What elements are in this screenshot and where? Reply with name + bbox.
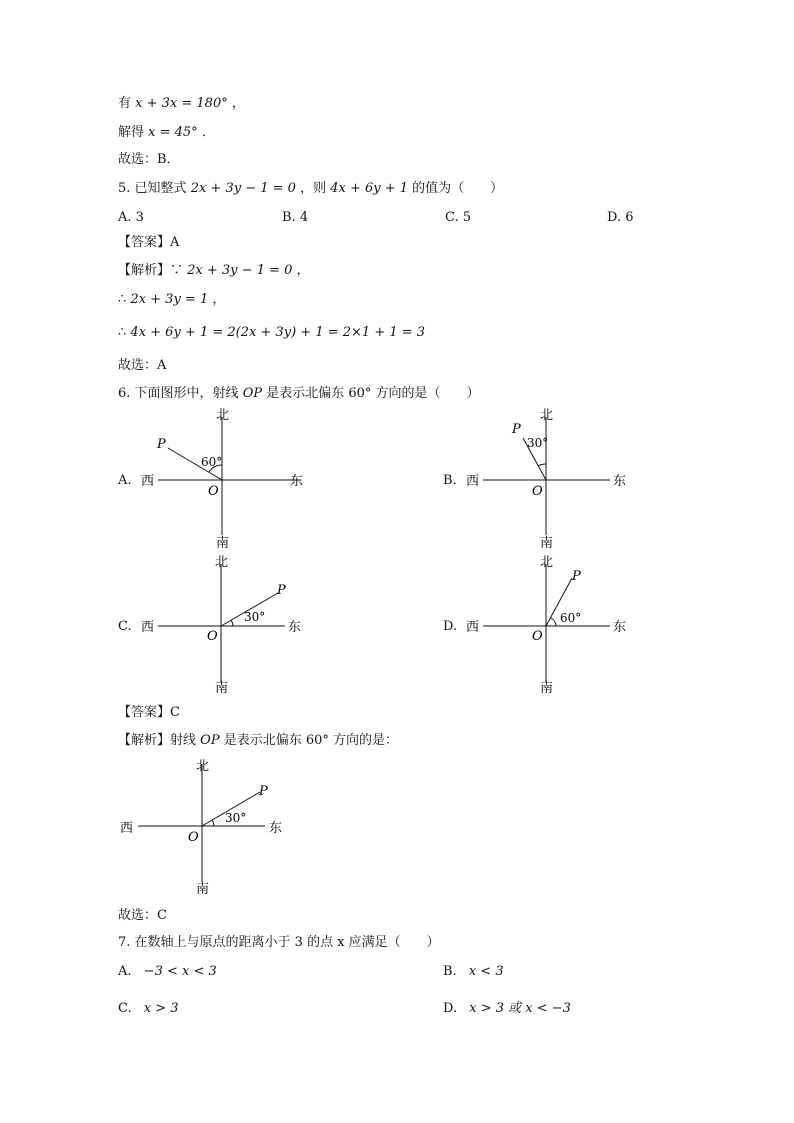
q5-step-2 xyxy=(118,291,225,309)
ray-name: OP xyxy=(242,386,263,401)
q5-step-3 xyxy=(118,324,425,342)
north-label: 北 xyxy=(540,408,554,423)
therefore-symbol: ∴ xyxy=(118,325,127,340)
q7-option-c xyxy=(118,1000,179,1018)
east-label: 东 xyxy=(613,474,627,489)
q6-option-d-letter: D. xyxy=(443,619,458,634)
text: ， xyxy=(231,96,245,111)
point-label: P xyxy=(277,583,286,598)
option-letter: D. xyxy=(443,1001,458,1016)
q7-option-b xyxy=(443,963,504,981)
compass-diagram-c xyxy=(130,552,320,697)
q7-stem: 7. 在数轴上与原点的距离小于 3 的点 x 应满足（ ） xyxy=(118,935,440,950)
point-label: P xyxy=(259,784,268,799)
south-label: 南 xyxy=(215,681,229,696)
q6-option-b-letter: B. xyxy=(443,473,457,488)
east-label: 东 xyxy=(613,620,627,635)
south-label: 南 xyxy=(540,681,554,696)
text: 是表示北偏东 60° 方向的是： xyxy=(223,733,399,748)
north-label: 北 xyxy=(215,555,229,570)
expression: 4x + 6y + 1 xyxy=(330,181,409,196)
east-label: 东 xyxy=(290,474,304,489)
text: ，则 xyxy=(300,181,327,196)
equation: 2x + 3y − 1 = 0 xyxy=(190,181,296,196)
choice-line: 故选：B． xyxy=(118,152,180,167)
text: 6. 下面图形中，射线 xyxy=(118,386,239,401)
west-label: 西 xyxy=(141,620,155,635)
compass-diagram-analysis xyxy=(110,752,300,897)
inequality: −3 < x < 3 xyxy=(143,964,217,979)
solution-line-2 xyxy=(118,124,215,142)
inequality: x > 3 或 x < −3 xyxy=(469,1001,571,1016)
origin-label: O xyxy=(207,629,218,644)
north-label: 北 xyxy=(196,759,210,774)
q6-analysis xyxy=(118,732,398,750)
origin-label: O xyxy=(208,484,219,499)
south-label: 南 xyxy=(540,536,554,550)
equation: 2x + 3y − 1 = 0 xyxy=(187,263,293,278)
east-label: 东 xyxy=(288,620,302,635)
west-label: 西 xyxy=(466,474,480,489)
compass-diagram-d xyxy=(455,552,645,697)
q5-answer: 【答案】A xyxy=(118,235,180,250)
origin-label: O xyxy=(188,830,199,845)
origin-label: O xyxy=(532,484,543,499)
text: ， xyxy=(212,292,226,307)
angle-label: 30° xyxy=(527,436,549,450)
q6-choice: 故选：C xyxy=(118,908,167,923)
q5-option-d: D. 6 xyxy=(607,210,634,225)
ray-name: OP xyxy=(200,733,220,748)
q5-analysis xyxy=(118,262,310,280)
q7-option-d xyxy=(443,1000,571,1018)
inequality: x < 3 xyxy=(468,964,504,979)
q6-option-a-letter: A. xyxy=(118,473,132,488)
west-label: 西 xyxy=(120,821,134,836)
option-letter: C. xyxy=(118,1001,132,1016)
option-letter: A. xyxy=(118,964,132,979)
text: 是表示北偏东 60° 方向的是（ ） xyxy=(266,386,480,401)
compass-diagram-b xyxy=(455,405,645,550)
point-label: P xyxy=(572,569,581,584)
point-label: P xyxy=(157,437,166,452)
option-letter: B. xyxy=(443,964,457,979)
angle-label: 30° xyxy=(244,610,266,624)
q7-option-a xyxy=(118,963,217,981)
therefore-symbol: ∴ xyxy=(118,292,127,307)
text: 【解析】∵ xyxy=(118,263,184,278)
south-label: 南 xyxy=(196,882,210,897)
equation: x = 45° xyxy=(148,125,198,140)
angle-label: 60° xyxy=(560,611,582,625)
text: 解得 xyxy=(118,125,145,140)
equation: x + 3x = 180° xyxy=(135,96,228,111)
equation: 2x + 3y = 1 xyxy=(130,292,209,307)
q6-option-c-letter: C. xyxy=(118,619,132,634)
q5-option-b: B. 4 xyxy=(282,210,309,225)
angle-label: 60° xyxy=(201,455,223,469)
text: ， xyxy=(296,263,310,278)
north-label: 北 xyxy=(216,408,230,423)
solution-line-1 xyxy=(118,95,245,113)
text: 的值为（ ） xyxy=(412,181,504,196)
equation: 4x + 6y + 1 = 2(2x + 3y) + 1 = 2×1 + 1 = 3 xyxy=(130,325,426,340)
q6-answer: 【答案】C xyxy=(118,705,180,720)
text: 5. 已知整式 xyxy=(118,181,187,196)
west-label: 西 xyxy=(141,474,155,489)
q5-stem xyxy=(118,180,503,198)
point-label: P xyxy=(512,422,521,437)
text: 【解析】射线 xyxy=(118,733,197,748)
north-label: 北 xyxy=(540,555,554,570)
q5-choice: 故选：A xyxy=(118,358,167,373)
origin-label: O xyxy=(532,629,543,644)
inequality: x > 3 xyxy=(143,1001,179,1016)
q6-stem xyxy=(118,385,480,403)
text: 有 xyxy=(118,96,132,111)
q5-option-c: C. 5 xyxy=(445,210,472,225)
angle-label: 30° xyxy=(225,811,247,825)
south-label: 南 xyxy=(216,536,230,550)
west-label: 西 xyxy=(466,620,480,635)
text: ． xyxy=(201,125,215,140)
east-label: 东 xyxy=(269,821,283,836)
q5-option-a: A. 3 xyxy=(118,210,144,225)
compass-diagram-a xyxy=(130,405,320,550)
